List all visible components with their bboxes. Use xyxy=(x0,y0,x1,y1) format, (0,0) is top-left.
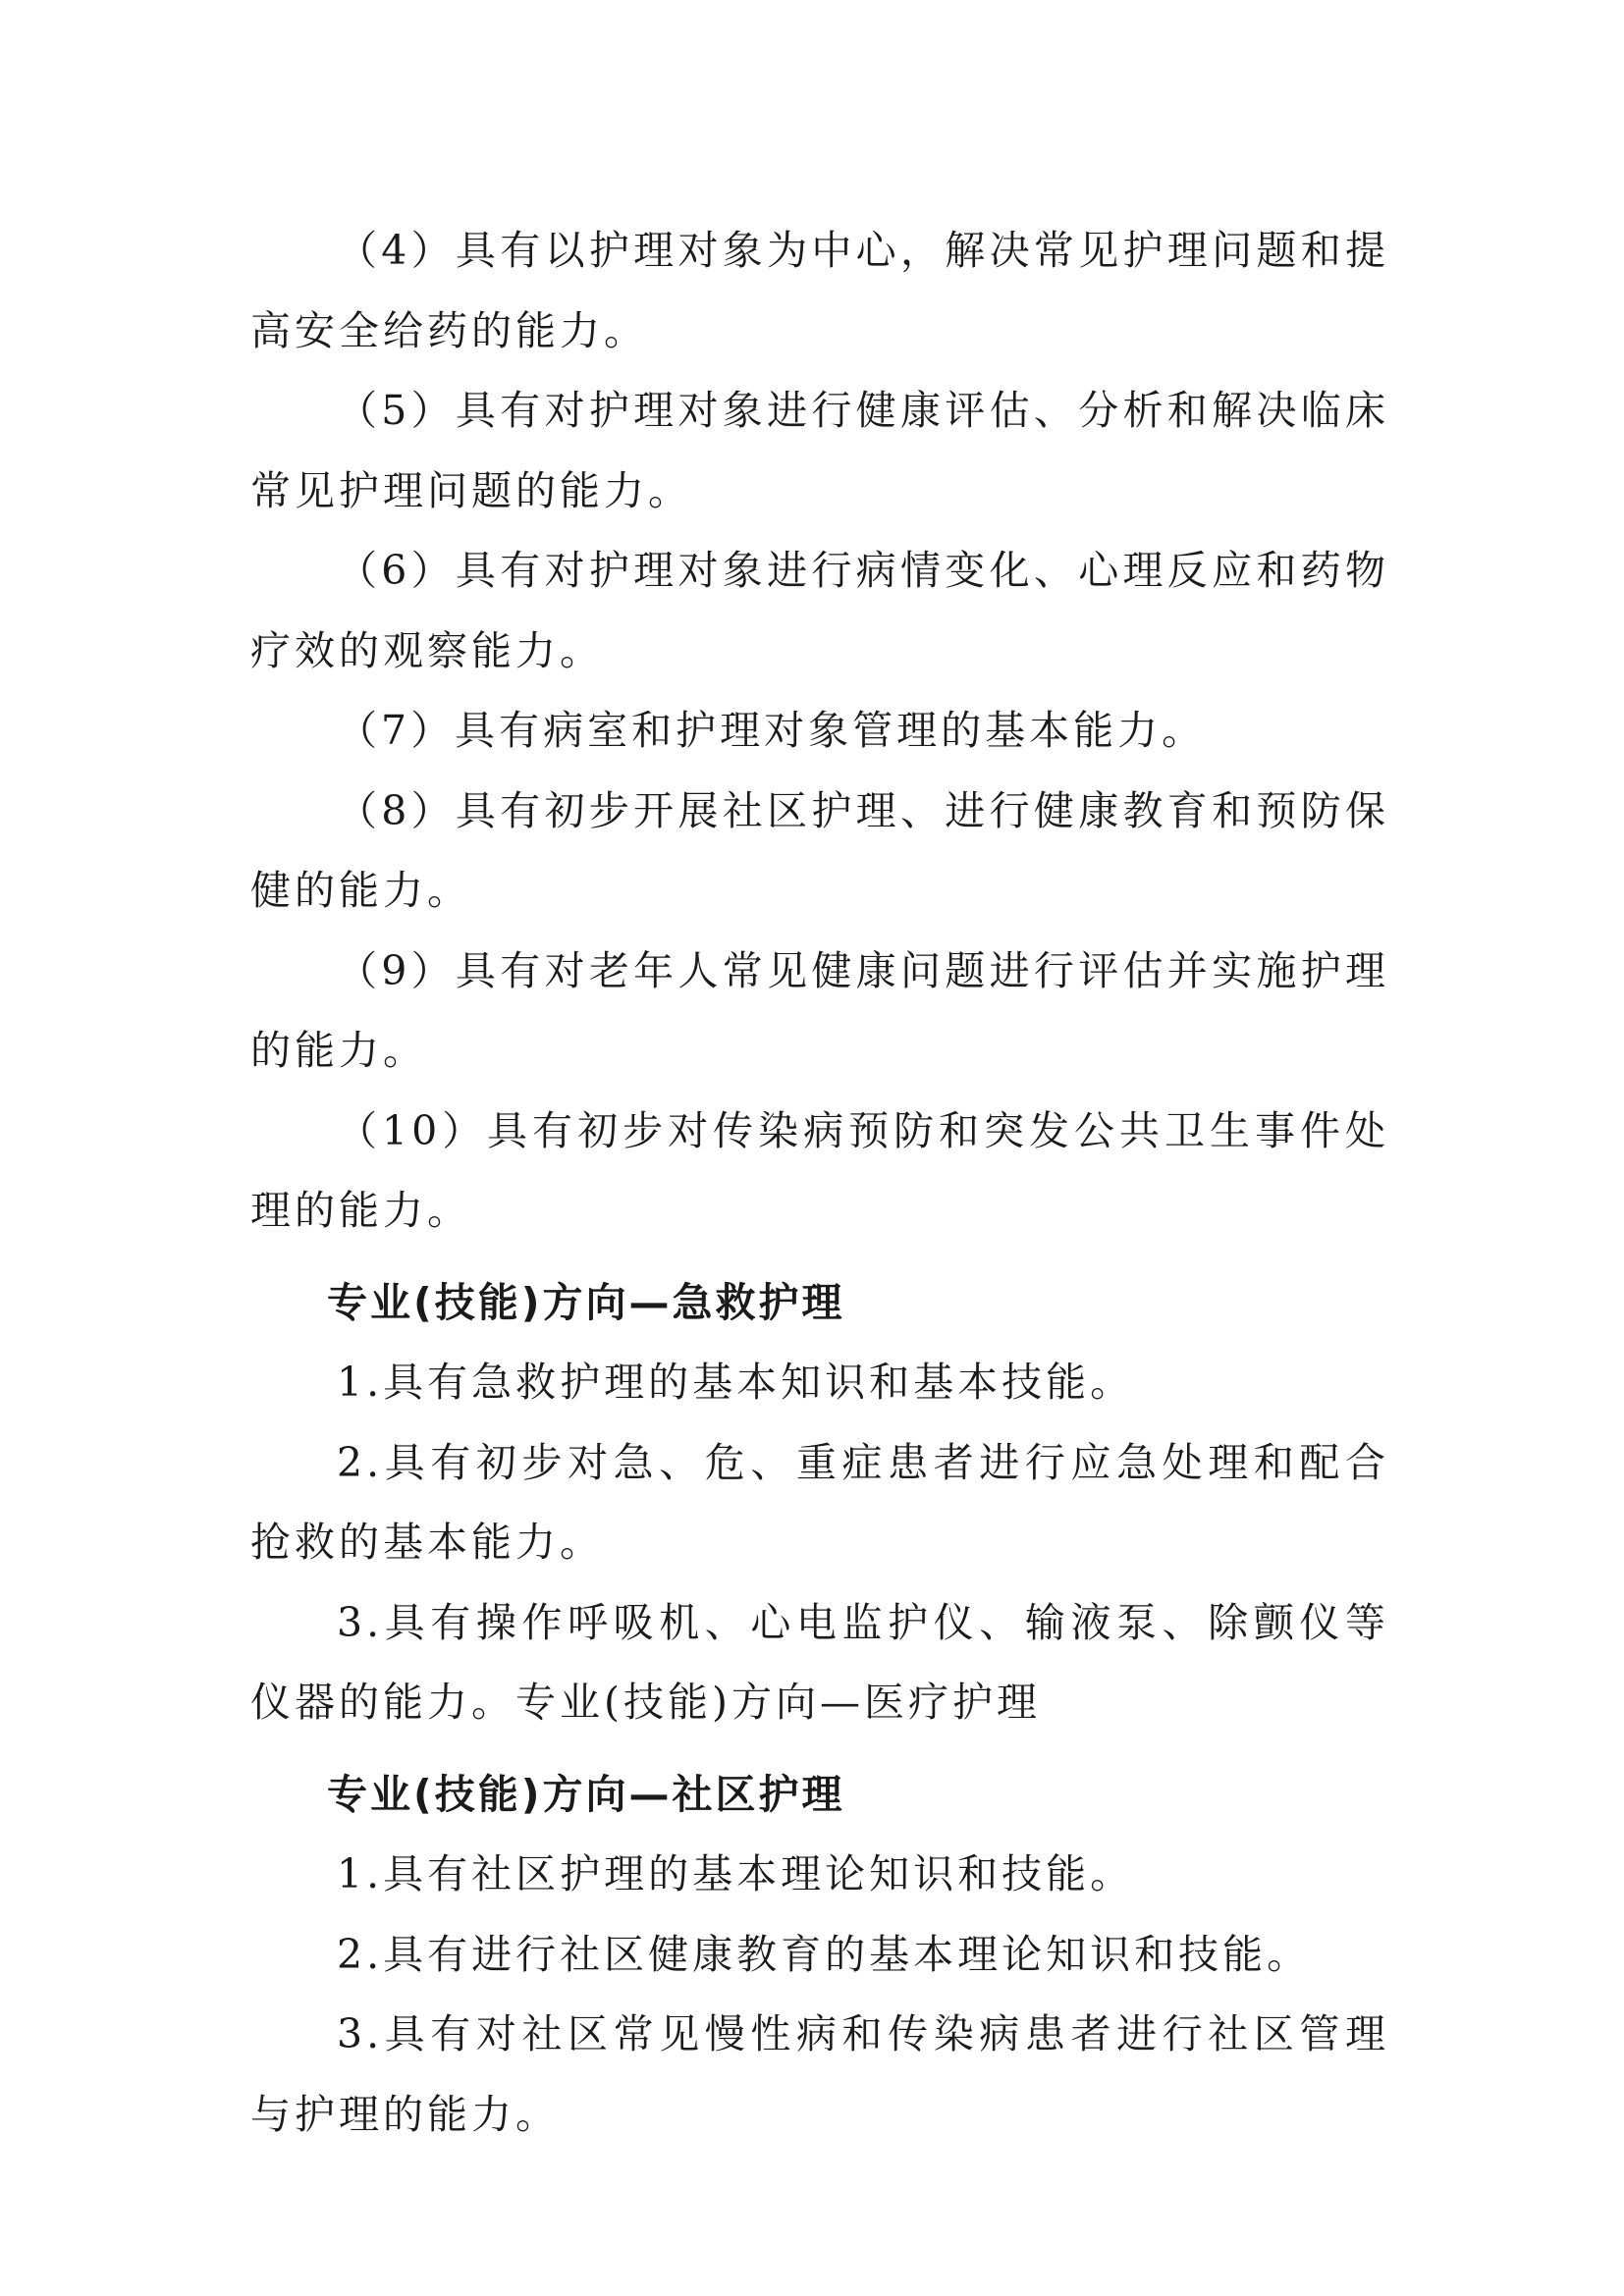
ability-item-4: （4）具有以护理对象为中心，解决常见护理问题和提高安全给药的能力。 xyxy=(250,227,1389,354)
heading-community-nursing: 专业(技能)方向—社区护理 xyxy=(327,1770,845,1818)
community-item-2: 2.具有进行社区健康教育的基本理论知识和技能。 xyxy=(337,1930,1312,1978)
emergency-item-2: 2.具有初步对急、危、重症患者进行应急处理和配合抢救的基本能力。 xyxy=(250,1438,1389,1566)
ability-item-6: （6）具有对护理对象进行病情变化、心理反应和药物疗效的观察能力。 xyxy=(250,547,1389,674)
ability-item-5: （5）具有对护理对象进行健康评估、分析和解决临床常见护理问题的能力。 xyxy=(250,387,1389,514)
ability-item-7: （7）具有病室和护理对象管理的基本能力。 xyxy=(337,707,1207,754)
ability-item-9: （9）具有对老年人常见健康问题进行评估并实施护理的能力。 xyxy=(250,946,1389,1074)
document-body xyxy=(250,211,1389,2155)
ability-item-8: （8）具有初步开展社区护理、进行健康教育和预防保健的能力。 xyxy=(250,786,1389,914)
community-item-1: 1.具有社区护理的基本理论知识和技能。 xyxy=(337,1850,1135,1897)
heading-emergency-nursing: 专业(技能)方向—急救护理 xyxy=(327,1278,845,1326)
ability-item-10: （10）具有初步对传染病预防和突发公共卫生事件处理的能力。 xyxy=(250,1106,1389,1234)
community-item-3: 3.具有对社区常见慢性病和传染病患者进行社区管理与护理的能力。 xyxy=(250,2010,1389,2138)
emergency-item-3: 3.具有操作呼吸机、心电监护仪、输液泵、除颤仪等仪器的能力。专业(技能)方向—医疗护理 xyxy=(250,1598,1389,1726)
emergency-item-1: 1.具有急救护理的基本知识和基本技能。 xyxy=(337,1359,1135,1406)
